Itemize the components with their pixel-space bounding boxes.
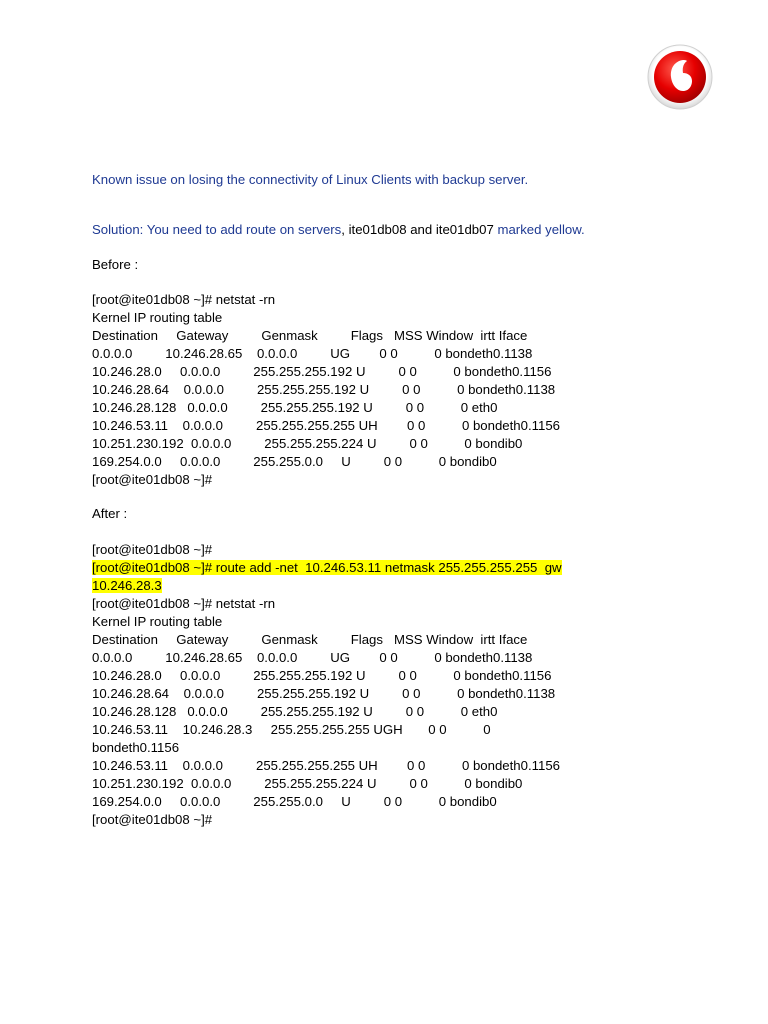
after-prompt-command: [root@ite01db08 ~]# netstat -rn	[92, 596, 276, 611]
solution-prefix: Solution: You need to add route on servers	[92, 222, 342, 237]
after-end-prompt: [root@ite01db08 ~]#	[92, 812, 213, 827]
before-row: 0.0.0.0 10.246.28.65 0.0.0.0 UG 0 0 0 bondeth0.1138	[92, 346, 533, 361]
before-row: 169.254.0.0 0.0.0.0 255.255.0.0 U 0 0 0 bondib0	[92, 454, 497, 469]
after-row: 10.246.28.64 0.0.0.0 255.255.255.192 U 0 0 0 bondeth0.1138	[92, 686, 556, 701]
after-row: 169.254.0.0 0.0.0.0 255.255.0.0 U 0 0 0 bondib0	[92, 794, 497, 809]
before-heading: Before :	[92, 257, 139, 272]
before-table-header: Destination Gateway Genmask Flags MSS Window irtt Iface	[92, 328, 528, 343]
before-row: 10.246.28.128 0.0.0.0 255.255.255.192 U 0 0 0 eth0	[92, 400, 498, 415]
solution-servers: , ite01db08 and ite01db07	[341, 222, 498, 237]
after-row: bondeth0.1156	[92, 740, 180, 755]
after-row: 10.246.28.0 0.0.0.0 255.255.255.192 U 0 0 0 bondeth0.1156	[92, 668, 552, 683]
before-row: 10.246.28.64 0.0.0.0 255.255.255.192 U 0 0 0 bondeth0.1138	[92, 382, 556, 397]
after-table-header: Destination Gateway Genmask Flags MSS Window irtt Iface	[92, 632, 528, 647]
before-row: 10.246.53.11 0.0.0.0 255.255.255.255 UH 0 0 0 bondeth0.1156	[92, 418, 560, 433]
before-end-prompt: [root@ite01db08 ~]#	[92, 472, 213, 487]
after-row: 10.246.53.11 10.246.28.3 255.255.255.255 UGH 0 0 0	[92, 722, 491, 737]
after-prompt: [root@ite01db08 ~]#	[92, 542, 213, 557]
highlighted-command-cont	[92, 577, 162, 595]
after-row: 10.246.53.11 0.0.0.0 255.255.255.255 UH 0 0 0 bondeth0.1156	[92, 758, 560, 773]
highlighted-command	[92, 559, 562, 577]
after-table-title: Kernel IP routing table	[92, 614, 223, 629]
highlighted-command-line2: 10.246.28.3	[92, 578, 162, 593]
before-row: 10.246.28.0 0.0.0.0 255.255.255.192 U 0 0 0 bondeth0.1156	[92, 364, 552, 379]
after-row: 0.0.0.0 10.246.28.65 0.0.0.0 UG 0 0 0 bondeth0.1138	[92, 650, 533, 665]
highlighted-command-line1: [root@ite01db08 ~]# route add -net 10.246.53.11 netmask 255.255.255.255 gw	[92, 560, 562, 575]
intro-text: Known issue on losing the connectivity of Linux Clients with backup server.	[92, 172, 529, 187]
after-row: 10.246.28.128 0.0.0.0 255.255.255.192 U 0 0 0 eth0	[92, 704, 498, 719]
after-row: 10.251.230.192 0.0.0.0 255.255.255.224 U 0 0 0 bondib0	[92, 776, 523, 791]
solution-line	[92, 221, 585, 239]
before-prompt-command: [root@ite01db08 ~]# netstat -rn	[92, 292, 276, 307]
before-row: 10.251.230.192 0.0.0.0 255.255.255.224 U 0 0 0 bondib0	[92, 436, 523, 451]
after-heading: After :	[92, 506, 128, 521]
vodafone-speechmark-icon	[646, 44, 714, 110]
before-table-title: Kernel IP routing table	[92, 310, 223, 325]
solution-suffix: marked yellow.	[497, 222, 585, 237]
vodafone-logo	[646, 44, 714, 110]
